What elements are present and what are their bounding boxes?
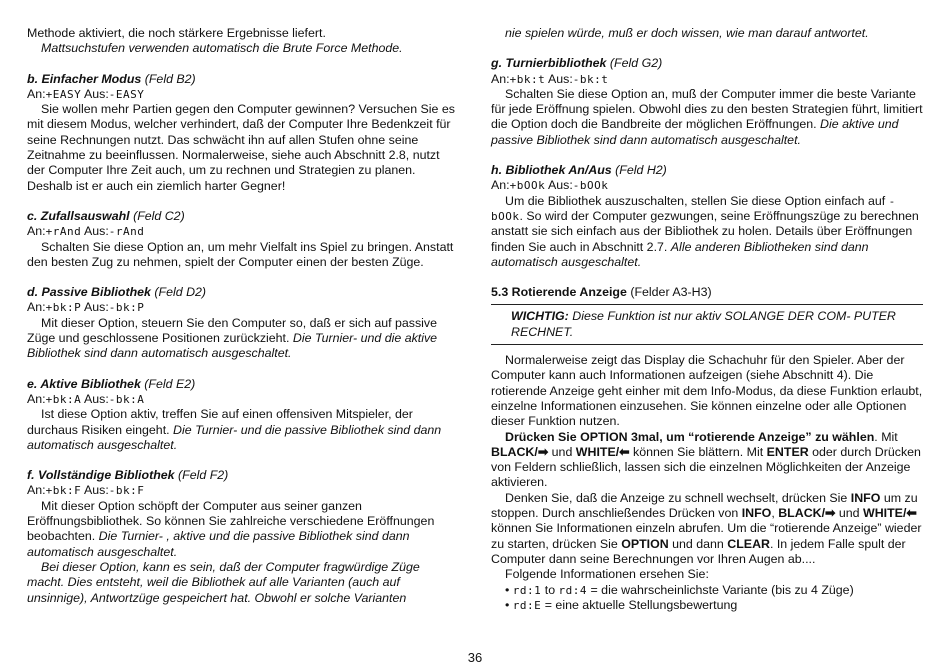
lcd-display: -bOOk [491,194,896,223]
heading-field: (Felder A3-H3) [630,285,712,300]
text: Um die Bibliothek auszuschalten, stellen Sie diese Option einfach auf [505,193,886,208]
text: Denken Sie, daß die Anzeige zu schnell wechselt, drücken Sie [505,490,848,505]
text: um zu stoppen. Durch anschließendes Drücken von [491,490,918,521]
enter-key-label: ENTER [766,444,809,459]
lcd-display: -bk:A [108,392,145,406]
text: . So wird der Computer gezwungen, seine Eröffnungszüge zu berechnen anstatt sie sich einfach aus der Bibliothek zu holen. Details über Eröffnungen finden Sie auch in Abschnitt 2.7. [491,208,919,254]
paragraph: Methode aktiviert, die noch stärkere Ergebnisse liefert. [27,26,326,40]
text-italic: Alle anderen Bibliotheken sind dann automatisch ausgeschaltet. [491,239,869,269]
lcd-display: rd:1 [512,583,542,597]
lcd-display: +bOOk [509,179,546,193]
off-label: Aus: [84,86,109,101]
heading-field: (Feld E2) [144,376,196,391]
on-label: An: [27,391,46,406]
warning-text: Diese Funktion ist nur aktiv SOLANGE DER COM- PUTER RECHNET. [511,309,896,339]
on-off-line [27,392,459,407]
lcd-display: -EASY [108,87,145,101]
heading-field: (Feld F2) [178,468,229,483]
text-italic: Die aktive und passive Bibliothek sind dann automatisch ausgeschaltet. [491,117,899,147]
section-heading-b [27,72,459,87]
heading-field: (Feld H2) [615,163,667,178]
paragraph [27,499,459,560]
black-key-label: BLACK/ [491,444,538,459]
off-label: Aus: [84,224,109,239]
section-heading-f [27,468,459,483]
lcd-display: +bk:F [45,484,82,498]
lcd-display: +bk:A [45,392,82,406]
heading-title: 5.3 Rotierende Anzeige [491,285,627,300]
lcd-display: rd:4 [558,583,588,597]
text: = die wahrscheinlichste Variante (bis zu 4 Züge) [590,582,854,597]
heading-title: d. Passive Bibliothek [27,285,151,300]
text: Mit dieser Option schöpft der Computer aus seiner ganzen Eröffnungsbibliothek. So können Sie zahlreiche verschiedene Eröffnungen beobachten. [27,498,435,544]
text: Schalten Sie diese Option an, muß der Computer immer die beste Variante für jede Eröffnung spielen. Obwohl dies zu den besten Strategien führt, limitiert die Option doch die Bandbreite der möglichen Eröffnungen. [491,86,923,132]
on-off-line [27,224,459,239]
text: = eine aktuelle Stellungsbewertung [544,597,738,612]
text: . In jedem Falle spult der Computer dann seine Berechnungen vor Ihren Augen ab.... [491,536,906,566]
paragraph: Bei dieser Option, kann es sein, daß der Computer fragwürdige Züge macht. Dies entsteht, weil die Bibliothek auf alle Varianten (auch auf unsinnige), Antwortzüge gespeichert hat. Obwohl er solche Varianten [27,559,420,605]
paragraph [491,430,923,491]
list-item [491,598,923,613]
lcd-display: rd:E [512,598,542,612]
paragraph [491,491,923,567]
white-key-label: WHITE/ [863,506,907,521]
paragraph: nie spielen würde, muß er doch wissen, wie man darauf antwortet. [505,26,869,40]
text: oder durch Drücken von Feldern schließlich, lassen sich die einzelnen Möglichkeiten der Anzeige aktivieren. [491,444,921,490]
heading-title: g. Turnierbibliothek [491,56,607,71]
lcd-display: -bk:t [572,72,609,86]
arrow-left-icon: ⬅ [619,444,630,459]
on-label: An: [491,71,510,86]
text-italic: Die Turnier- , aktive und die passive Bibliothek sind dann automatisch ausgeschaltet. [27,529,410,559]
text: , [771,506,775,521]
heading-title: h. Bibliothek An/Aus [491,163,612,178]
lcd-display: +bk:t [509,72,546,86]
paragraph [491,194,923,270]
on-label: An: [27,300,46,315]
off-label: Aus: [84,391,109,406]
paragraph: Normalerweise zeigt das Display die Schachuhr für den Spieler. Aber der Computer kann auch Informationen aufzeigen (siehe Abschnitt 4). Die rotierende Anzeige geht einher mit dem Info-Modus, da diese Funktion erlaubt, einzelne Informationen einzusehen. Sie können einzelne oder alle Optionen dieser Funktion nutzen. [491,353,923,429]
section-heading-h [491,163,923,178]
warning-box [491,304,923,345]
option-key-label: OPTION [621,536,669,551]
text: Mit dieser Option, steuern Sie den Computer so, daß er sich auf passive Züge und geschlossene Positionen zurückzieht. [27,315,438,346]
off-label: Aus: [84,483,109,498]
paragraph [27,316,459,362]
on-off-line [27,87,459,102]
lcd-display: +rAnd [45,225,82,239]
text: können Sie Informationen einzeln abrufen. Um die “rotierende Anzeige” wieder zu starten, drücken Sie [491,521,922,551]
on-label: An: [27,483,46,498]
lcd-display: -rAnd [108,225,145,239]
paragraph: Mattsuchstufen verwenden automatisch die Brute Force Methode. [41,41,403,56]
text: Mit [881,429,898,444]
paragraph [491,87,923,148]
text-bold: Drücken Sie OPTION 3mal, um “rotierende Anzeige” zu wählen [505,429,875,444]
lcd-display: -bk:P [108,301,145,315]
lcd-display: +bk:P [45,301,82,315]
text-italic: Die Turnier- und die passive Bibliothek sind dann automatisch ausgeschaltet. [27,422,442,452]
black-key-label: BLACK/ [778,506,826,521]
bullet-icon: • [505,582,510,597]
section-heading-d [27,285,459,300]
section-heading-5-3 [491,285,923,300]
left-column [27,26,459,606]
warning-label: WICHTIG: [511,309,569,324]
heading-field: (Feld G2) [609,56,663,71]
paragraph: Sie wollen mehr Partien gegen den Computer gewinnen? Versuchen Sie es mit diesem Modus, welcher verhindert, daß der Computer Ihre Bedenkzeit für seine Rechnungen nutzt. Das schwächt ihn auf allen Stufen ohne seine Zeitnahme zu beeinflussen. Normalerweise, siehe auch Abschnitt 2.8, nutzt der Computer Ihre Zeit auch, um zu rechnen und Strategien zu planen. Deshalb ist er auch ein ziemlich harter Gegner! [27,102,455,193]
lcd-display: -bk:F [108,484,145,498]
text: und [551,444,573,459]
white-key-label: WHITE/ [575,444,620,459]
on-off-line [27,300,459,315]
heading-title: e. Aktive Bibliothek [27,376,141,391]
info-key-label: INFO [741,506,772,521]
text: . [874,429,878,444]
paragraph: Folgende Informationen ersehen Sie: [505,567,709,582]
on-label: An: [27,224,46,239]
text: und [838,506,860,521]
section-heading-e [27,377,459,392]
right-column [491,26,923,613]
section-heading-g [491,56,923,71]
paragraph [27,407,459,453]
bullet-icon: • [505,597,510,612]
heading-field: (Feld C2) [133,208,185,223]
heading-title: f. Vollständige Bibliothek [27,468,175,483]
clear-key-label: CLEAR [727,536,770,551]
on-off-line [491,72,923,87]
off-label: Aus: [548,71,573,86]
text: Ist diese Option aktiv, treffen Sie auf einen offensiven Mitspieler, der durchaus Risiken eingeht. [27,407,413,437]
arrow-left-icon: ⬅ [906,506,917,521]
text: können Sie blättern. Mit [633,444,764,459]
page-number: 36 [467,650,483,665]
paragraph: Schalten Sie diese Option an, um mehr Vielfalt ins Spiel zu bringen. Anstatt den besten Zug zu nehmen, spielt der Computer einen der besten Züge. [27,239,454,269]
text: to [544,582,556,597]
on-off-line [491,178,923,193]
text: und dann [672,536,724,551]
on-label: An: [491,178,510,193]
off-label: Aus: [84,300,109,315]
heading-title: c. Zufallsauswahl [27,208,130,223]
heading-title: b. Einfacher Modus [27,71,142,86]
heading-field: (Feld D2) [154,285,207,300]
lcd-display: -bOOk [572,179,609,193]
arrow-right-icon: ➡ [537,444,549,459]
off-label: Aus: [548,178,573,193]
arrow-right-icon: ➡ [825,506,836,521]
heading-field: (Feld B2) [144,71,196,86]
info-key-label: INFO [850,490,881,505]
on-label: An: [27,86,46,101]
section-heading-c [27,209,459,224]
lcd-display: +EASY [45,87,82,101]
on-off-line [27,483,459,498]
list-item [491,583,923,598]
text-italic: Die Turnier- und die aktive Bibliothek sind dann automatisch ausgeschaltet. [27,331,438,361]
